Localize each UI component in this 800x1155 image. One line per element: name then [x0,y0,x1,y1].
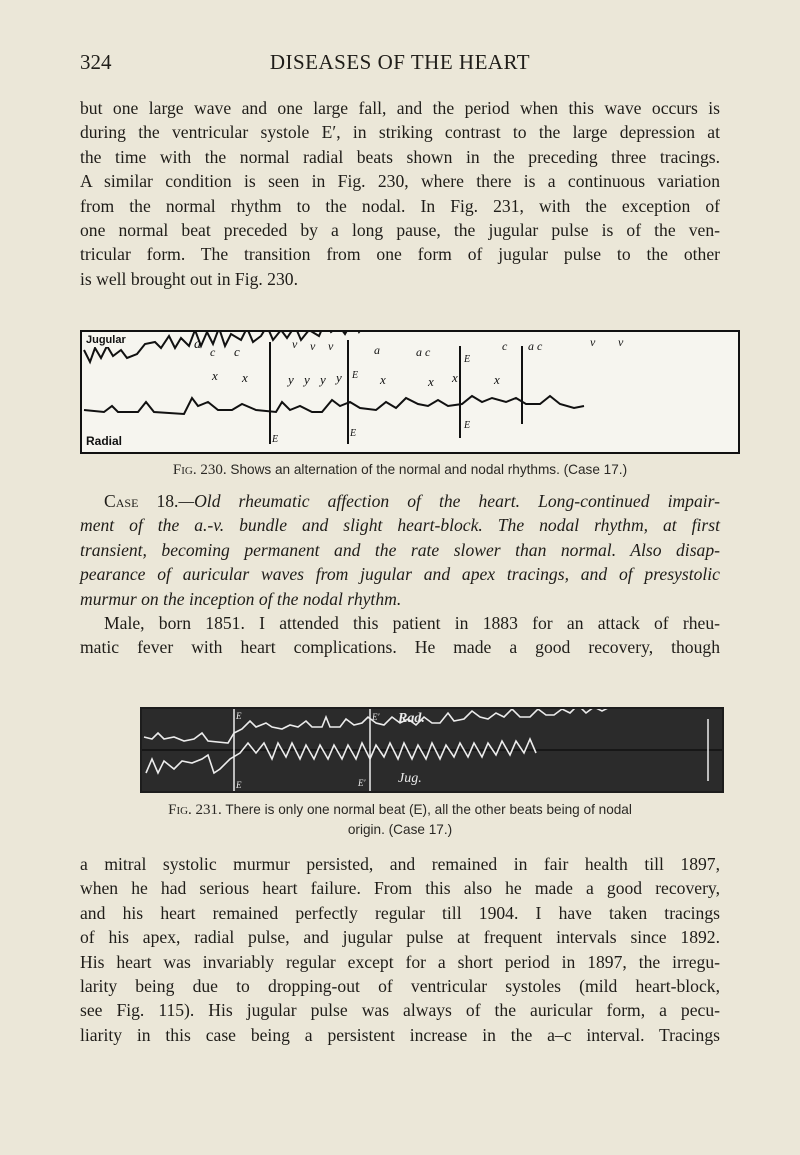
jug-label: Jug. [398,771,422,786]
text-line [80,513,720,537]
svg-text:x: x [494,372,500,387]
radial-label: Radial [86,434,123,448]
svg-text:E: E [352,370,359,381]
svg-text:a c: a c [416,345,431,359]
svg-text:a: a [194,337,201,352]
text-line: matic fever with heart complications. He made a good recovery, though [80,637,720,658]
svg-text:v: v [328,339,334,353]
text-line: His heart was invariably regular except for a short period in 1897, the irregu- [80,951,720,972]
text-line: larity being due to dropping-out of ventricular systoles (mild heart-block, [80,976,720,997]
text-line: of his apex, radial pulse, and jugular pulse at frequent intervals since 1892. [80,927,720,948]
case-summary-line: murmur on the inception of the nodal rhythm. [80,588,402,609]
page-number: 324 [80,50,112,74]
figure-caption-text: There is only one normal beat (E), all the other beats being of nodal [225,802,632,817]
svg-text:a: a [374,343,380,357]
case-summary-line: ment of the a.-v. bundle and slight heart-block. The nodal rhythm, at first [80,515,720,536]
svg-text:x: x [452,370,458,385]
svg-text:x: x [428,374,434,389]
svg-text:y: y [320,372,326,387]
text-line [80,538,720,562]
figure-231-tracing [142,709,722,791]
text-line: tricular form. The transition from one form of jugular pulse to the other [80,244,720,265]
svg-text:E: E [236,711,242,721]
figure-label: Fig. 231. [168,802,222,818]
page-header [80,50,720,80]
svg-text:E: E [272,434,279,445]
svg-text:v: v [310,339,316,353]
svg-text:c: c [502,339,508,353]
svg-text:v: v [292,337,298,351]
text-line: one normal beat preceded by a long pause, the jugular pulse is of the ven- [80,220,720,241]
text-line: Male, born 1851. I attended this patient in 1883 for an attack of rheu- [104,613,720,634]
svg-text:x: x [212,368,218,383]
svg-text:E: E [464,354,471,365]
text-line: when he had serious heart failure. From this also he made a good recovery, [80,878,720,899]
svg-text:c: c [234,344,240,359]
svg-text:E′: E′ [372,712,380,722]
figure-230-caption [80,460,720,480]
svg-text:E: E [236,780,242,790]
case-summary-line: pearance of auricular waves from jugular and apex tracings, and of presystolic [80,564,720,585]
svg-text:v: v [590,335,596,349]
figure-230-tracing [82,332,738,452]
figure-caption-text: Shows an alternation of the normal and nodal rhythms. (Case 17.) [230,462,628,477]
figure-231 [140,707,724,793]
svg-text:x: x [380,372,386,387]
text-line: and his heart remained perfectly regular till 1904. I have taken tracings [80,902,720,923]
svg-text:E′: E′ [358,778,366,788]
figure-230 [80,330,740,454]
case-summary-line: —Old rheumatic affection of the heart. Long-continued impair- [178,491,720,511]
rad-label: Rad. [398,711,425,726]
svg-text:E: E [464,420,471,431]
svg-text:v: v [618,335,624,349]
text-line: the time with the normal radial beats shown in the preceding three tracings. [80,146,720,167]
text-line: liarity in this case being a persistent increase in the a–c interval. Tracings [80,1024,720,1045]
text-line [80,587,720,611]
running-title: DISEASES OF THE HEART [269,50,531,74]
case-summary-line: transient, becoming permanent and the rate slower than normal. Also disap- [80,539,720,560]
figure-231-caption [80,800,720,840]
svg-text:c: c [210,345,216,359]
case-18-heading [80,489,720,660]
text-line: but one large wave and one large fall, and the period when this wave occurs is [80,98,720,118]
figure-label: Fig. 230. [172,462,227,478]
jugular-label: Jugular [86,334,126,346]
text-line: see Fig. 115). His jugular pulse was always of the auricular form, a pecu- [80,1000,720,1021]
text-line: A similar condition is seen in Fig. 230, where there is a continuous variation [80,171,720,192]
figure-caption-text: origin. (Case 17.) [347,822,453,837]
svg-text:x: x [242,370,248,385]
text-line [80,562,720,586]
text-line: during the ventricular systole E′, in striking contrast to the large depression at [80,122,720,143]
svg-text:y: y [336,370,342,385]
text-line: is well brought out in Fig. 230. [80,268,298,289]
svg-text:y: y [304,372,310,387]
text-line: a mitral systolic murmur persisted, and remained in fair health till 1897, [80,854,720,874]
svg-text:E: E [350,428,357,439]
case-label: Case 18. [104,491,179,511]
svg-text:a c: a c [528,339,543,353]
text-line [80,489,720,513]
svg-text:y: y [288,372,294,387]
paragraph-1 [80,96,720,291]
text-line: from the normal rhythm to the nodal. In Fig. 231, with the exception of [80,195,720,216]
paragraph-3 [80,852,720,1047]
